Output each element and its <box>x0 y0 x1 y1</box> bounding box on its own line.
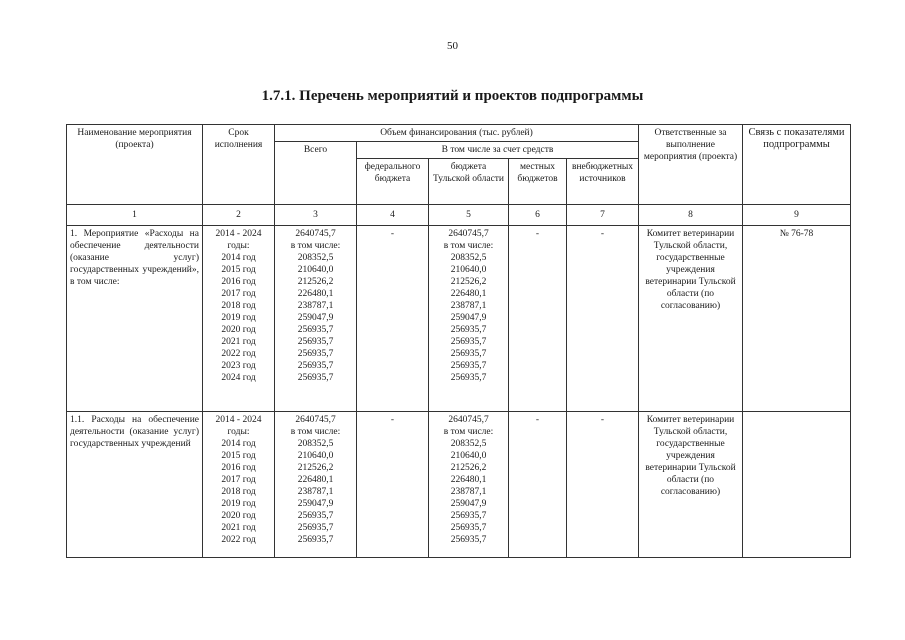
header-local: местных бюджетов <box>509 159 567 205</box>
value-line: 2018 год <box>221 301 256 311</box>
header-name: Наименование мероприятия (проекта) <box>67 125 203 205</box>
value-line: 2014 год <box>221 439 256 449</box>
value-line: 2022 год <box>221 349 256 359</box>
value-line: 2014 - 2024 <box>215 229 262 239</box>
value-line: 212526,2 <box>450 463 487 473</box>
value-line: 256935,7 <box>297 523 334 533</box>
value-line: 2021 год <box>221 523 256 533</box>
federal-value: - <box>357 226 429 412</box>
value-line: в том числе: <box>290 427 341 437</box>
header-responsible: Ответственные за выполнение мероприятия (проекта) <box>639 125 743 205</box>
value-line: 256935,7 <box>297 511 334 521</box>
value-line: 2017 год <box>221 475 256 485</box>
value-line: 208352,5 <box>297 253 334 263</box>
value-line: 226480,1 <box>297 289 334 299</box>
local-value: - <box>509 226 567 412</box>
value-line: 2019 год <box>221 499 256 509</box>
col-number: 5 <box>429 205 509 226</box>
responsible: Комитет ветеринарии Тульской области, государственные учреждения ветеринарии Тульской области (по согласованию) <box>639 412 743 558</box>
value-line: 2014 - 2024 <box>215 415 262 425</box>
regional-lines <box>429 412 509 558</box>
header-financing: Объем финансирования (тыс. рублей) <box>275 125 639 142</box>
value-line: 208352,5 <box>450 439 487 449</box>
value-line: 256935,7 <box>450 511 487 521</box>
col-number: 9 <box>743 205 851 226</box>
header-link: Связь с показателями подпрограммы <box>743 125 851 205</box>
value-line: 212526,2 <box>297 277 334 287</box>
value-line: 238787,1 <box>297 487 334 497</box>
table-row <box>67 226 851 412</box>
value-line: 2015 год <box>221 451 256 461</box>
value-line: 256935,7 <box>297 373 334 383</box>
value-line: 2015 год <box>221 265 256 275</box>
value-line: годы: <box>227 427 250 437</box>
value-line: 256935,7 <box>450 373 487 383</box>
column-numbers-row <box>67 205 851 226</box>
value-line: 2017 год <box>221 289 256 299</box>
col-number: 3 <box>275 205 357 226</box>
value-line: 210640,0 <box>450 451 487 461</box>
federal-value: - <box>357 412 429 558</box>
value-line: 238787,1 <box>450 301 487 311</box>
term-lines <box>203 412 275 558</box>
value-line: 2020 год <box>221 325 256 335</box>
value-line: в том числе: <box>290 241 341 251</box>
col-number: 7 <box>567 205 639 226</box>
extra-value: - <box>567 412 639 558</box>
value-line: 256935,7 <box>297 349 334 359</box>
measure-name: 1.1. Расходы на обеспечение деятельности (оказание услуг) государственных учреждений <box>67 412 203 558</box>
value-line: 2640745,7 <box>295 229 336 239</box>
value-line: в том числе: <box>443 241 494 251</box>
col-number: 1 <box>67 205 203 226</box>
header-regional: бюджета Тульской области <box>429 159 509 205</box>
value-line: 2016 год <box>221 463 256 473</box>
value-line: 259047,9 <box>450 313 487 323</box>
extra-value: - <box>567 226 639 412</box>
value-line: 212526,2 <box>450 277 487 287</box>
header-federal: федерального бюджета <box>357 159 429 205</box>
total-lines <box>275 412 357 558</box>
value-line: 2018 год <box>221 487 256 497</box>
value-line: 210640,0 <box>297 265 334 275</box>
value-line: 2019 год <box>221 313 256 323</box>
header-term: Срок исполнения <box>203 125 275 205</box>
value-line: 208352,5 <box>450 253 487 263</box>
value-line: 256935,7 <box>450 523 487 533</box>
value-line: 238787,1 <box>450 487 487 497</box>
value-line: 256935,7 <box>450 349 487 359</box>
value-line: 2016 год <box>221 277 256 287</box>
value-line: 238787,1 <box>297 301 334 311</box>
table-row <box>67 412 851 558</box>
col-number: 8 <box>639 205 743 226</box>
measure-name: 1. Мероприятие «Расходы на обеспечение деятельности (оказание услуг) государственных учреждений», в том числе: <box>67 226 203 412</box>
header-including: В том числе за счет средств <box>357 142 639 159</box>
value-line: 256935,7 <box>297 361 334 371</box>
value-line: 2022 год <box>221 535 256 545</box>
page-number: 50 <box>447 40 458 52</box>
value-line: 2014 год <box>221 253 256 263</box>
value-line: 256935,7 <box>297 337 334 347</box>
value-line: 210640,0 <box>297 451 334 461</box>
value-line: 208352,5 <box>297 439 334 449</box>
term-lines <box>203 226 275 412</box>
value-line: в том числе: <box>443 427 494 437</box>
col-number: 2 <box>203 205 275 226</box>
value-line: 2640745,7 <box>448 415 489 425</box>
indicator-link <box>743 412 851 558</box>
header-total: Всего <box>275 142 357 205</box>
value-line: 256935,7 <box>450 325 487 335</box>
value-line: 2024 год <box>221 373 256 383</box>
indicator-link: № 76-78 <box>743 226 851 412</box>
value-line: 256935,7 <box>450 535 487 545</box>
value-line: 256935,7 <box>450 337 487 347</box>
value-line: 259047,9 <box>297 313 334 323</box>
responsible: Комитет ветеринарии Тульской области, государственные учреждения ветеринарии Тульской области (по согласованию) <box>639 226 743 412</box>
total-lines <box>275 226 357 412</box>
measures-table <box>66 124 851 558</box>
value-line: 2023 год <box>221 361 256 371</box>
value-line: 256935,7 <box>297 325 334 335</box>
value-line: 2640745,7 <box>295 415 336 425</box>
value-line: 256935,7 <box>450 361 487 371</box>
value-line: годы: <box>227 241 250 251</box>
value-line: 2020 год <box>221 511 256 521</box>
col-number: 6 <box>509 205 567 226</box>
value-line: 226480,1 <box>297 475 334 485</box>
page-title: 1.7.1. Перечень мероприятий и проектов подпрограммы <box>261 88 644 104</box>
local-value: - <box>509 412 567 558</box>
value-line: 259047,9 <box>450 499 487 509</box>
value-line: 210640,0 <box>450 265 487 275</box>
value-line: 226480,1 <box>450 289 487 299</box>
value-line: 226480,1 <box>450 475 487 485</box>
value-line: 2021 год <box>221 337 256 347</box>
regional-lines <box>429 226 509 412</box>
value-line: 2640745,7 <box>448 229 489 239</box>
value-line: 256935,7 <box>297 535 334 545</box>
value-line: 259047,9 <box>297 499 334 509</box>
value-line: 212526,2 <box>297 463 334 473</box>
header-extra: внебюджетных источников <box>567 159 639 205</box>
col-number: 4 <box>357 205 429 226</box>
